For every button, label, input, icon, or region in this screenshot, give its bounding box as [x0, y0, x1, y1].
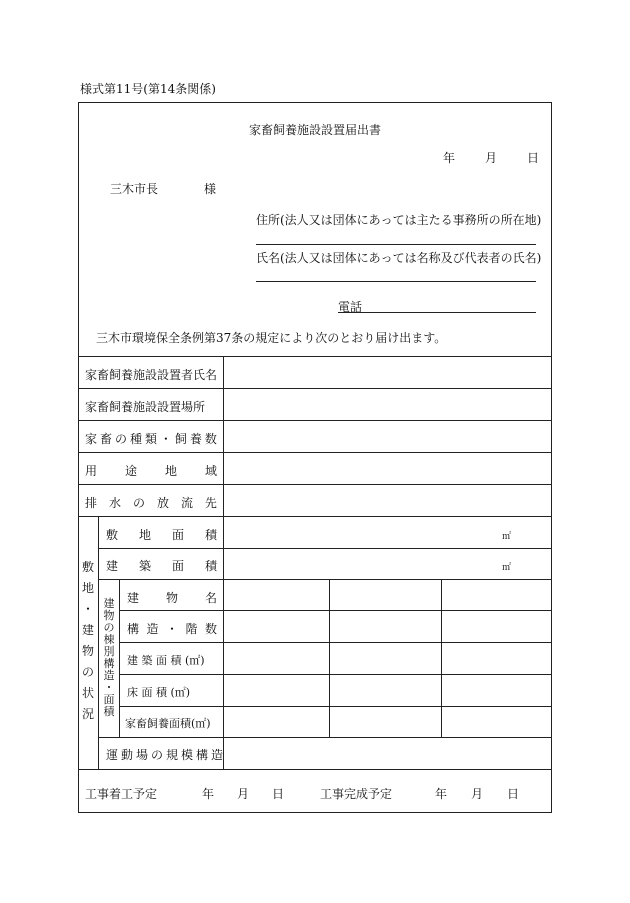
date-month-label: 月	[485, 151, 498, 165]
addressee-name: 三木市長	[110, 182, 159, 196]
facility-owner-label: 家畜飼養施設設置者氏名	[85, 368, 218, 382]
drainage-destination-input[interactable]	[224, 485, 551, 516]
land-use-zone-label: 用 途 地 域	[85, 464, 217, 478]
building-3-livestock-area-input[interactable]	[442, 707, 551, 737]
construction-start-label: 工事着工予定	[85, 787, 158, 801]
building-area-label: 建 築 面 積	[106, 559, 217, 573]
facility-owner-input[interactable]	[224, 357, 551, 388]
address-label: 住所(法人又は団体にあっては主たる事務所の所在地)	[256, 213, 542, 227]
structure-floors-label: 構 造 ・ 階 数	[127, 622, 217, 636]
building-1-built-area-input[interactable]	[224, 643, 329, 674]
section-column-divider	[98, 516, 99, 769]
exercise-yard-input[interactable]	[224, 738, 551, 769]
floor-area-label: 床 面 積 (㎡)	[127, 686, 191, 699]
facility-location-label: 家畜飼養施設設置場所	[85, 400, 206, 414]
building-2-livestock-area-input[interactable]	[330, 707, 441, 737]
building-2-floor-area-input[interactable]	[330, 675, 441, 706]
livestock-area-label: 家畜飼養面積(㎡)	[125, 717, 211, 730]
building-area-unit: ㎡	[502, 563, 512, 573]
building-2-structure-input[interactable]	[330, 611, 441, 642]
site-building-status-label: 敷 地 ・ 建 物 の 状 況	[81, 560, 94, 721]
building-3-floor-area-input[interactable]	[442, 675, 551, 706]
building-name-label: 建 物 名	[127, 591, 217, 605]
livestock-count-label: 家 畜 の 種 類 ・ 飼 養 数	[85, 432, 217, 446]
building-3-structure-input[interactable]	[442, 611, 551, 642]
drainage-destination-label: 排 水 の 放 流 先	[85, 496, 217, 510]
addressee-honorific: 様	[204, 182, 217, 196]
built-area-label: 建 築 面 積 (㎡)	[127, 654, 205, 667]
facility-location-input[interactable]	[224, 389, 551, 420]
addressee	[110, 180, 216, 197]
building-1-livestock-area-input[interactable]	[224, 707, 329, 737]
end-month-label: 月	[471, 787, 484, 801]
site-area-label: 敷 地 面 積	[106, 528, 217, 542]
submission-date	[443, 149, 539, 166]
building-1-structure-input[interactable]	[224, 611, 329, 642]
start-month-label: 月	[237, 787, 250, 801]
table-row-divider	[78, 769, 552, 770]
building-1-name-input[interactable]	[224, 580, 329, 610]
name-label: 氏名(法人又は団体にあっては名称及び代表者の氏名)	[256, 251, 542, 265]
date-day-label: 日	[527, 151, 540, 165]
start-day-label: 日	[272, 787, 285, 801]
building-3-name-input[interactable]	[442, 580, 551, 610]
building-2-name-input[interactable]	[330, 580, 441, 610]
name-field[interactable]	[256, 281, 536, 282]
subsection-column-divider	[119, 579, 120, 737]
per-building-structure-area-label: 建 物 の 棟 別 構 造 ・ 面 積	[103, 597, 115, 718]
building-3-built-area-input[interactable]	[442, 643, 551, 674]
livestock-count-input[interactable]	[224, 421, 551, 452]
form-number: 様式第11号(第14条関係)	[80, 82, 216, 96]
phone-label: 電話	[338, 300, 363, 314]
declaration-statement: 三木市環境保全条例第37条の規定により次のとおり届け出ます。	[96, 331, 447, 345]
land-use-zone-input[interactable]	[224, 453, 551, 484]
form-title: 家畜飼養施設設置届出書	[248, 123, 381, 137]
date-year-label: 年	[443, 151, 456, 165]
building-2-built-area-input[interactable]	[330, 643, 441, 674]
phone-field[interactable]	[338, 312, 536, 313]
end-day-label: 日	[507, 787, 520, 801]
end-year-label: 年	[435, 787, 448, 801]
exercise-yard-label: 運動場の規模構造	[106, 748, 227, 762]
construction-end-label: 工事完成予定	[320, 787, 393, 801]
building-1-floor-area-input[interactable]	[224, 675, 329, 706]
start-year-label: 年	[202, 787, 215, 801]
address-field[interactable]	[256, 244, 536, 245]
site-area-unit: ㎡	[502, 532, 512, 542]
